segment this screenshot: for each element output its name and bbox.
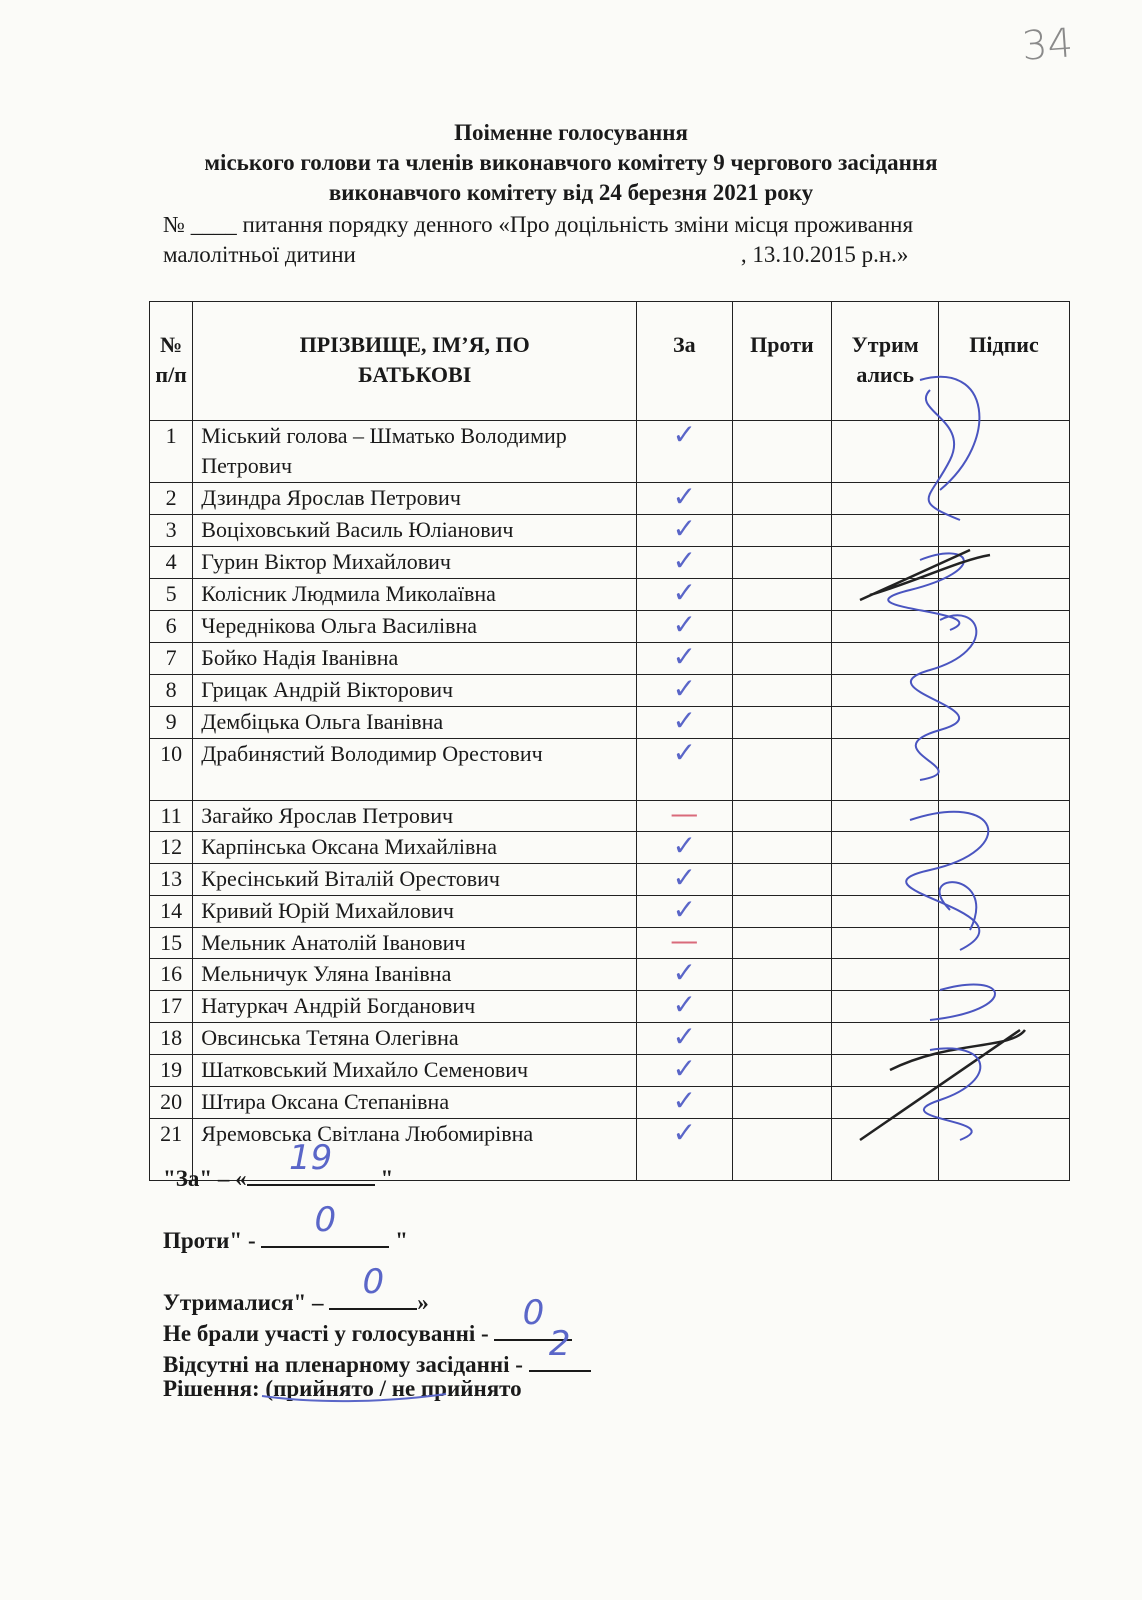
vote-utrym-cell	[832, 864, 939, 896]
check-mark-icon: ✓	[672, 512, 697, 545]
table-row	[150, 1023, 1070, 1055]
check-mark-icon: ✓	[672, 1116, 697, 1149]
row-number: 16	[150, 959, 193, 991]
check-mark-icon: ✓	[672, 608, 697, 641]
check-mark-icon: ✓	[672, 829, 697, 862]
signature-cell	[939, 928, 1070, 959]
title-line-2: міського голови та членів виконавчого комітету 9 чергового засідання	[204, 150, 938, 175]
row-number: 11	[150, 801, 193, 832]
member-name: Міський голова – Шматько Володимир Петрович	[193, 421, 637, 483]
vote-za-cell	[637, 480, 732, 515]
member-name: Дембіцька Ольга Іванівна	[193, 707, 637, 739]
vote-proty-cell	[732, 1055, 832, 1087]
voting-table-body	[150, 418, 1070, 1181]
result-utrym-value: 0	[362, 1262, 385, 1302]
vote-proty-cell	[732, 1119, 832, 1181]
result-vidsutni-blank	[529, 1324, 591, 1372]
check-mark-icon: ✓	[672, 861, 697, 894]
vote-za-cell	[637, 544, 732, 579]
row-number: 4	[150, 547, 193, 579]
table-row	[150, 1055, 1070, 1087]
table-row	[150, 928, 1070, 959]
vote-proty-cell	[732, 864, 832, 896]
table-row	[150, 675, 1070, 707]
vote-za-cell	[637, 861, 732, 896]
vote-za-cell	[637, 640, 732, 675]
vote-utrym-cell	[832, 928, 939, 959]
vote-proty-cell	[732, 515, 832, 547]
vote-utrym-cell	[832, 515, 939, 547]
table-row	[150, 643, 1070, 675]
signature-cell	[939, 864, 1070, 896]
result-utrym-label: Утрималися" –	[163, 1290, 330, 1315]
decision-line: Рішення: (прийнято / не прийнято	[163, 1376, 522, 1401]
result-za-blank	[247, 1138, 375, 1186]
check-mark-icon: ✓	[672, 893, 697, 926]
signature-cell	[939, 959, 1070, 991]
header-za: За	[637, 302, 732, 421]
table-row	[150, 707, 1070, 739]
vote-proty-cell	[732, 579, 832, 611]
result-proty-blank	[261, 1200, 389, 1248]
table-row	[150, 832, 1070, 864]
result-utrym-blank	[329, 1262, 417, 1310]
check-mark-icon: ✓	[672, 956, 697, 989]
row-number: 15	[150, 928, 193, 959]
vote-utrym-cell	[832, 547, 939, 579]
vote-proty-cell	[732, 896, 832, 928]
check-mark-icon: ✓	[672, 1020, 697, 1053]
vote-utrym-cell	[832, 1087, 939, 1119]
signature-cell	[939, 515, 1070, 547]
check-mark-icon: ✓	[672, 704, 697, 737]
voting-table	[149, 301, 1070, 1181]
vote-za-cell	[637, 736, 732, 801]
member-name: Овсинська Тетяна Олегівна	[193, 1023, 637, 1055]
vote-za-cell	[637, 704, 732, 739]
vote-proty-cell	[732, 643, 832, 675]
table-row	[150, 421, 1070, 483]
member-name: Гурин Віктор Михайлович	[193, 547, 637, 579]
signature-cell	[939, 643, 1070, 675]
member-name: Мельничук Уляна Іванівна	[193, 959, 637, 991]
title-line-1: Поіменне голосування	[454, 120, 688, 145]
vote-za-cell	[637, 608, 732, 643]
vote-za-cell	[637, 1020, 732, 1055]
vote-utrym-cell	[832, 675, 939, 707]
vote-proty-cell	[732, 675, 832, 707]
signature-cell	[939, 801, 1070, 832]
check-mark-icon: ✓	[672, 576, 697, 609]
table-row	[150, 547, 1070, 579]
member-name: Дзиндра Ярослав Петрович	[193, 483, 637, 515]
row-number: 2	[150, 483, 193, 515]
row-number: 5	[150, 579, 193, 611]
vote-utrym-cell	[832, 579, 939, 611]
check-mark-icon: ✓	[672, 1084, 697, 1117]
signature-cell	[939, 991, 1070, 1023]
vote-proty-cell	[732, 421, 832, 483]
vote-proty-cell	[732, 801, 832, 832]
member-name: Натуркач Андрій Богданович	[193, 991, 637, 1023]
check-mark-icon: ✓	[672, 1052, 697, 1085]
signature-cell	[939, 1023, 1070, 1055]
row-number: 20	[150, 1087, 193, 1119]
result-utrym	[163, 1262, 429, 1316]
vote-za-cell	[637, 576, 732, 611]
result-ne-braly-value: 0	[522, 1293, 545, 1333]
result-za-label: "За" – «	[163, 1166, 247, 1191]
check-mark-icon: ✓	[672, 544, 697, 577]
signature-cell	[939, 579, 1070, 611]
result-proty	[163, 1200, 408, 1254]
agenda-item	[163, 210, 1068, 270]
row-number: 1	[150, 421, 193, 483]
row-number: 8	[150, 675, 193, 707]
vote-utrym-cell	[832, 1119, 939, 1181]
signature-cell	[939, 547, 1070, 579]
row-number: 10	[150, 739, 193, 801]
vote-proty-cell	[732, 483, 832, 515]
header-utrym: Утрим ались	[832, 302, 939, 421]
signature-cell	[939, 421, 1070, 483]
decision-underline-mark	[260, 1388, 450, 1408]
table-row	[150, 739, 1070, 801]
vote-utrym-cell	[832, 991, 939, 1023]
title-line-3: виконавчого комітету від 24 березня 2021 року	[328, 180, 814, 205]
check-mark-icon: ✓	[672, 640, 697, 673]
vote-za-cell	[637, 1116, 732, 1181]
member-name: Грицак Андрій Вікторович	[193, 675, 637, 707]
result-proty-close: "	[389, 1228, 408, 1253]
vote-utrym-cell	[832, 643, 939, 675]
table-row	[150, 1087, 1070, 1119]
row-number: 9	[150, 707, 193, 739]
vote-proty-cell	[732, 611, 832, 643]
member-name: Яремовська Світлана Любомирівна	[193, 1119, 637, 1181]
signature-cell	[939, 1055, 1070, 1087]
vote-utrym-cell	[832, 959, 939, 991]
member-name: Кресінський Віталій Орестович	[193, 864, 637, 896]
vote-proty-cell	[732, 1023, 832, 1055]
redacted-name	[356, 240, 741, 270]
vote-za-cell	[637, 1084, 732, 1119]
agenda-line-2	[163, 240, 1068, 270]
row-number: 17	[150, 991, 193, 1023]
agenda-line-1: № ____ питання порядку денного «Про доцільність зміни місця проживання	[163, 212, 914, 237]
row-number: 21	[150, 1119, 193, 1181]
result-proty-value: 0	[314, 1200, 337, 1240]
vote-proty-cell	[732, 928, 832, 959]
check-mark-icon: ✓	[672, 736, 697, 769]
vote-utrym-cell	[832, 832, 939, 864]
check-mark-icon: ✓	[672, 418, 697, 451]
vote-za-cell	[637, 829, 732, 864]
vote-proty-cell	[732, 959, 832, 991]
member-name: Череднікова Ольга Василівна	[193, 611, 637, 643]
result-ne-braly-label: Не брали участі у голосуванні -	[163, 1321, 495, 1346]
member-name: Воціховський Василь Юліанович	[193, 515, 637, 547]
signature-cell	[939, 739, 1070, 801]
page-number: 34	[1020, 20, 1075, 70]
vote-proty-cell	[732, 832, 832, 864]
vote-utrym-cell	[832, 1055, 939, 1087]
header-proty: Проти	[732, 302, 832, 421]
vote-utrym-cell	[832, 421, 939, 483]
document-title	[0, 118, 1142, 208]
vote-za-cell	[637, 797, 732, 832]
agenda-line-2-end: , 13.10.2015 р.н.»	[740, 242, 909, 267]
result-za-value: 19	[289, 1138, 333, 1178]
signature-cell	[939, 483, 1070, 515]
signature-cell	[939, 896, 1070, 928]
signature-cell	[939, 675, 1070, 707]
row-number: 18	[150, 1023, 193, 1055]
signature-cell	[939, 1119, 1070, 1181]
table-row	[150, 579, 1070, 611]
member-name: Загайко Ярослав Петрович	[193, 801, 637, 832]
vote-proty-cell	[732, 991, 832, 1023]
header-name: ПРІЗВИЩЕ, ІМ’Я, ПО БАТЬКОВІ	[193, 302, 637, 421]
row-number: 14	[150, 896, 193, 928]
result-proty-label: Проти" -	[163, 1228, 262, 1253]
member-name: Кривий Юрій Михайлович	[193, 896, 637, 928]
table-row	[150, 801, 1070, 832]
vote-za-cell	[637, 1052, 732, 1087]
row-number: 13	[150, 864, 193, 896]
agenda-line-2-start: малолітньої дитини	[163, 242, 356, 267]
vote-proty-cell	[732, 707, 832, 739]
vote-utrym-cell	[832, 707, 939, 739]
vote-utrym-cell	[832, 801, 939, 832]
member-name: Драбинястий Володимир Орестович	[193, 739, 637, 801]
member-name: Штира Оксана Степанівна	[193, 1087, 637, 1119]
vote-utrym-cell	[832, 739, 939, 801]
result-vidsutni-value: 2	[548, 1324, 571, 1364]
table-row	[150, 959, 1070, 991]
signature-cell	[939, 1087, 1070, 1119]
dash-mark-icon: —	[670, 797, 699, 830]
row-number: 3	[150, 515, 193, 547]
vote-za-cell	[637, 893, 732, 928]
vote-proty-cell	[732, 547, 832, 579]
table-header-row	[150, 302, 1070, 421]
signature-cell	[939, 707, 1070, 739]
header-num: № п/п	[150, 302, 193, 421]
vote-utrym-cell	[832, 483, 939, 515]
vote-utrym-cell	[832, 896, 939, 928]
row-number: 7	[150, 643, 193, 675]
signature-cell	[939, 611, 1070, 643]
member-name: Мельник Анатолій Іванович	[193, 928, 637, 959]
vote-za-cell	[637, 924, 732, 959]
table-row	[150, 991, 1070, 1023]
vote-za-cell	[637, 988, 732, 1023]
vote-za-cell	[637, 418, 732, 483]
result-za	[163, 1138, 394, 1192]
table-row	[150, 896, 1070, 928]
vote-za-cell	[637, 956, 732, 991]
row-number: 12	[150, 832, 193, 864]
check-mark-icon: ✓	[672, 988, 697, 1021]
vote-proty-cell	[732, 739, 832, 801]
vote-za-cell	[637, 672, 732, 707]
vote-utrym-cell	[832, 611, 939, 643]
header-sign: Підпис	[939, 302, 1070, 421]
member-name: Колісник Людмила Миколаївна	[193, 579, 637, 611]
vote-proty-cell	[732, 1087, 832, 1119]
signature-cell	[939, 832, 1070, 864]
row-number: 6	[150, 611, 193, 643]
result-vidsutni-label: Відсутні на пленарному засіданні -	[163, 1352, 529, 1377]
check-mark-icon: ✓	[672, 480, 697, 513]
vote-utrym-cell	[832, 1023, 939, 1055]
result-utrym-close: »	[417, 1290, 429, 1315]
table-row	[150, 483, 1070, 515]
vote-za-cell	[637, 512, 732, 547]
table-row	[150, 515, 1070, 547]
result-za-close: "	[374, 1166, 394, 1191]
table-row	[150, 864, 1070, 896]
check-mark-icon: ✓	[672, 672, 697, 705]
member-name: Шатковський Михайло Семенович	[193, 1055, 637, 1087]
dash-mark-icon: —	[670, 924, 699, 957]
member-name: Карпінська Оксана Михайлівна	[193, 832, 637, 864]
table-row	[150, 611, 1070, 643]
member-name: Бойко Надія Іванівна	[193, 643, 637, 675]
row-number: 19	[150, 1055, 193, 1087]
